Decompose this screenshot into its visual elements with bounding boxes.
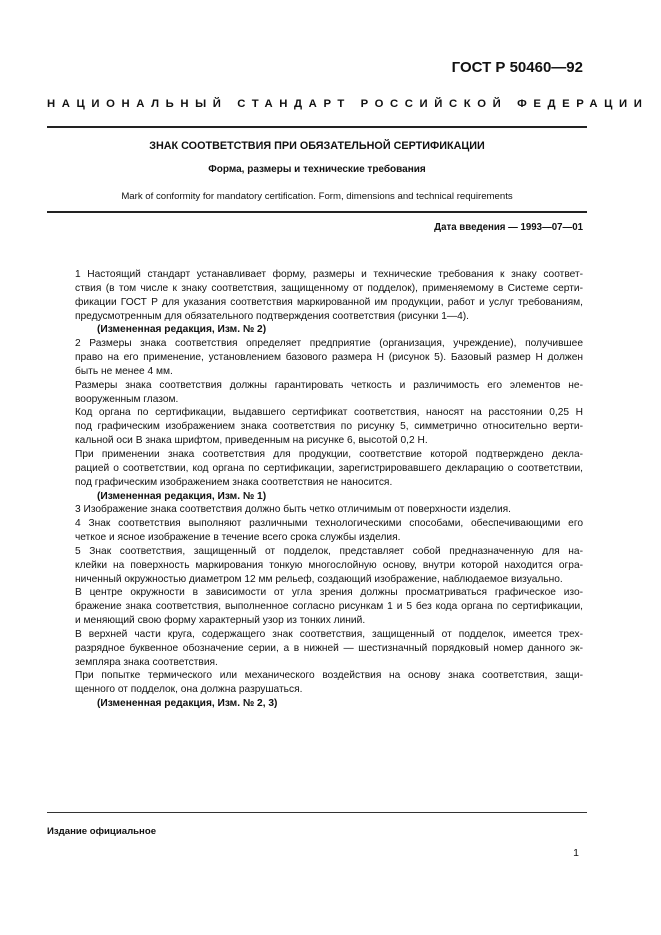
document-title: ЗНАК СООТВЕТСТВИЯ ПРИ ОБЯЗАТЕЛЬНОЙ СЕРТИФИКАЦИИ (149, 140, 485, 152)
text-line: 2 Размеры знака соответствия определяет предприятие (организация, учреждение), получившее (75, 338, 583, 350)
text-line: четкое и ясное изображение в течение всего срока службы изделия. (75, 532, 401, 544)
header-rule-top (47, 126, 587, 128)
text-line: кальной оси В знака шрифтом, приведенным на рисунке 6, высотой 0,2 Н. (75, 435, 428, 447)
text-line: под графическим изображением знака соответствия по рисунку 5, симметрично относительно верти- (75, 421, 583, 433)
text-line: 3 Изображение знака соответствия должно быть четко отличимым от поверхности изделия. (75, 504, 511, 516)
text-line: Размеры знака соответствия должны гарантировать четкость и различимость его элементов не- (75, 379, 583, 391)
english-title: Mark of conformity for mandatory certification. Form, dimensions and technical requirements (121, 191, 513, 202)
text-line: В верхней части круга, содержащего знак соответствия, защищенный от подделок, имеется трех- (75, 628, 583, 640)
text-line: щенного от подделок, она должна разрушаться. (75, 684, 303, 696)
paragraph-10 (75, 628, 583, 670)
text-line: разрядное буквенное обозначение серии, а в нижней — шестизначный порядковый номер данного эк- (75, 642, 583, 654)
document-subtitle: Форма, размеры и технические требования (208, 164, 426, 175)
text-line: под графическим изображением знака соответствия не наносится. (75, 476, 393, 488)
text-line: быть не менее 4 мм. (75, 365, 173, 377)
text-line: 4 Знак соответствия выполняют различными технологическими способами, обеспечивающими его (75, 518, 583, 530)
paragraph-7 (75, 517, 583, 545)
national-standard-banner: НАЦИОНАЛЬНЫЙ СТАНДАРТ РОССИЙСКОЙ ФЕДЕРАЦИИ (47, 98, 649, 110)
text-line: 1 Настоящий стандарт устанавливает форму, размеры и технические требования к знаку соответ- (75, 269, 583, 280)
text-line: ниченный окружностью диаметром 12 мм рельеф, создающий изображение, наблюдаемое визуально. (75, 573, 563, 585)
amendment-note-2: (Измененная редакция, Изм. № 1) (97, 490, 267, 502)
text-line: и меняющий свою форму характерный узор из тонких линий. (75, 615, 366, 627)
footer-rule (47, 812, 587, 813)
text-line: вооруженным глазом. (75, 393, 179, 405)
text-line: право на его применение, установлением базового размера Н (рисунок 5). Базовый размер Н должен (75, 352, 583, 364)
paragraph-1 (75, 268, 583, 323)
paragraph-6 (75, 503, 583, 517)
amendment-note-3: (Измененная редакция, Изм. № 2, 3) (97, 698, 278, 710)
paragraph-3 (75, 379, 583, 407)
header-rule-bottom (47, 211, 587, 213)
text-line: Код органа по сертификации, выдавшего сертификат соответствия, наносят на расстоянии 0,25 Н (75, 407, 583, 419)
text-line: ствия (в том числе к знаку соответствия, защищенному от подделок), применяемому в Системе серти- (75, 282, 583, 294)
text-line: земпляра знака соответствия. (75, 656, 218, 668)
text-line: В центре окружности в зависимости от угла зрения должны просматриваться графическое изо- (75, 587, 583, 599)
paragraph-2 (75, 337, 583, 379)
paragraph-8 (75, 545, 583, 587)
text-line: 5 Знак соответствия, защищенный от подделок, представляет собой предназначенную для на- (75, 545, 583, 557)
text-line: предусмотренным для обязательного подтверждения соответствия (рисунки 1—4). (75, 310, 469, 322)
page-number: 1 (573, 847, 579, 859)
text-line: фикации ГОСТ Р для указания соответствия маркированной им продукции, работ и услуг требованиям, (75, 296, 583, 308)
amendment-note-1: (Измененная редакция, Изм. № 2) (97, 324, 267, 336)
text-line: бражение знака соответствия, выполненное согласно рисункам 1 и 5 без кода органа по сертификации, (75, 601, 583, 613)
paragraph-4 (75, 406, 583, 448)
paragraph-11 (75, 669, 583, 697)
introduction-date: Дата введения — 1993—07—01 (434, 222, 583, 233)
document-body (75, 268, 583, 711)
official-edition-label: Издание официальное (47, 826, 157, 837)
text-line: При попытке термического или механического воздействия на основу знака соответствия, защи- (75, 670, 583, 682)
text-line: клейки на поверхность маркирования тонкую многослойную основу, внутри которой находится огра- (75, 559, 583, 571)
text-line: При применении знака соответствия для продукции, соответствие которой подтверждено декла- (75, 448, 583, 460)
text-line: рацией о соответствии, код органа по сертификации, зарегистрировавшего декларацию о соответствии, (75, 462, 583, 474)
paragraph-9 (75, 586, 583, 628)
paragraph-5 (75, 448, 583, 490)
standard-number: ГОСТ Р 50460—92 (451, 59, 583, 76)
